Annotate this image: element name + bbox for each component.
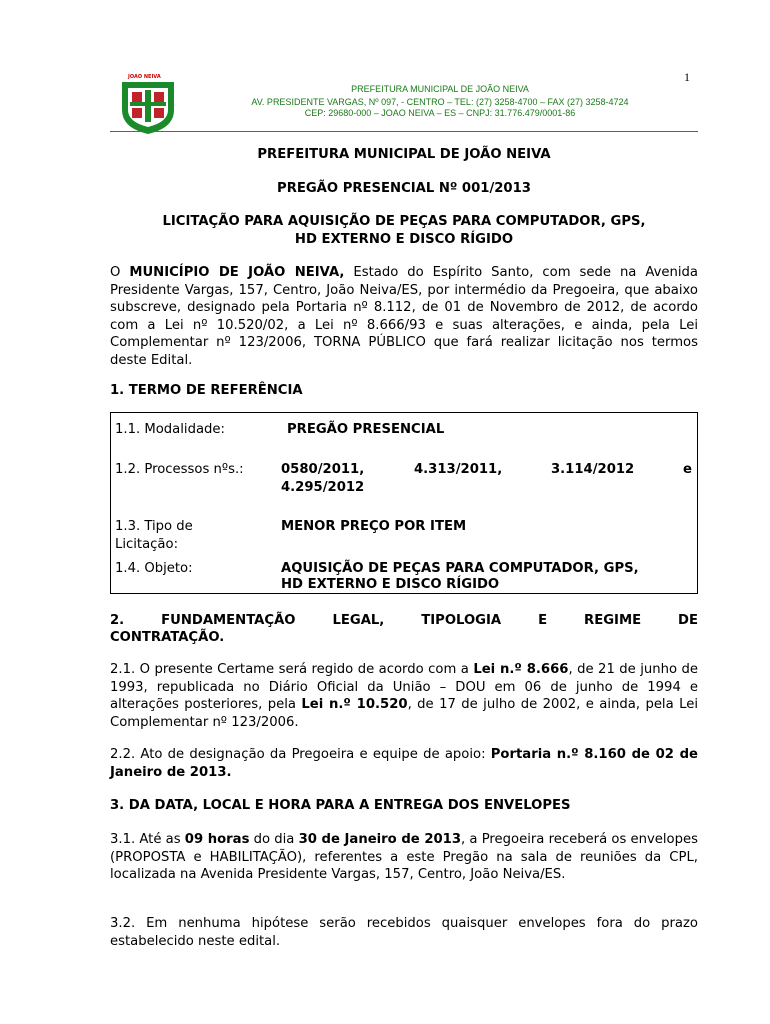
p21-text: , de 17 de julho de 2002, e ainda, pela Lei Complementar nº 123/2006.: [110, 697, 698, 730]
section-3-title: 3. DA DATA, LOCAL E HORA PARA A ENTREGA DOS ENVELOPES: [110, 798, 571, 813]
section-1-title: 1. TERMO DE REFERÊNCIA: [110, 383, 303, 398]
paragraph-2-2: [110, 746, 698, 781]
section-2-title-line2: CONTRATAÇÃO.: [110, 630, 225, 645]
p22-text: 2.2. Ato de designação da Pregoeira e equipe de apoio:: [110, 747, 491, 762]
s2-word: TIPOLOGIA: [421, 613, 502, 628]
letterhead-name: PREFEITURA MUNICIPAL DE JOÃO NEIVA: [351, 84, 529, 94]
paragraph-3-1: [110, 831, 698, 884]
row-modalidade-value: PREGÃO PRESENCIAL: [287, 422, 445, 437]
s2-word: DE: [678, 613, 698, 628]
row-processos-v5: 4.295/2012: [281, 480, 365, 495]
intro-text-1: O: [110, 265, 130, 280]
row-tipo-value: MENOR PREÇO POR ITEM: [281, 519, 467, 534]
s2-word: LEGAL,: [332, 613, 385, 628]
row-processos-label: 1.2. Processos nºs.:: [115, 462, 244, 477]
municipal-crest-logo: [116, 72, 180, 136]
p21-lei-10520: Lei n.º 10.520: [301, 697, 408, 713]
row-processos-v3: 3.114/2012: [551, 462, 635, 477]
page-number: 1: [684, 70, 690, 84]
paragraph-3-2: 3.2. Em nenhuma hipótese serão recebidos quaisquer envelopes fora do prazo estabelecido neste edital.: [110, 916, 698, 949]
row-modalidade-label: 1.1. Modalidade:: [115, 422, 225, 437]
p21-text: , de 21 de junho de 1993, republicada no Diário Oficial da União – DOU em 06 de junho de 1994 e alterações posteriores, pela: [110, 662, 698, 713]
letterhead-address: AV. PRESIDENTE VARGAS, Nº 097, - CENTRO – TEL: (27) 3258-4700 – FAX (27) 3258-4724: [251, 97, 629, 107]
paragraph-2-1: [110, 661, 698, 731]
s2-word: 2.: [110, 613, 125, 628]
intro-municipio: MUNICÍPIO DE JOÃO NEIVA,: [129, 265, 345, 280]
p31-text: do dia: [249, 832, 299, 847]
document-title: PREFEITURA MUNICIPAL DE JOÃO NEIVA: [257, 147, 551, 162]
p31-text: , a Pregoeira receberá os envelopes (PROPOSTA e HABILITAÇÃO), referentes a este Pregão na sala de reuniões da CPL, localizada na Avenida Presidente Vargas, 157, Centro, João Neiva/ES.: [110, 832, 698, 883]
row-processos-v4: e: [683, 462, 692, 477]
s2-word: FUNDAMENTAÇÃO: [161, 613, 296, 628]
row-objeto-value-1: AQUISIÇÃO DE PEÇAS PARA COMPUTADOR, GPS,: [281, 561, 639, 576]
row-processos-v2: 4.313/2011,: [414, 462, 503, 477]
p21-lei-8666: Lei n.º 8.666: [473, 662, 569, 677]
p31-data: 30 de Janeiro de 2013: [298, 832, 462, 847]
licitacao-title-line2: HD EXTERNO E DISCO RÍGIDO: [294, 232, 514, 247]
row-tipo-label-1: 1.3. Tipo de: [115, 519, 193, 534]
p21-text: 2.1. O presente Certame será regido de acordo com a: [110, 662, 474, 677]
p31-text: 3.1. Até as: [110, 832, 185, 847]
row-objeto-label: 1.4. Objeto:: [115, 561, 193, 576]
row-objeto-value-2: HD EXTERNO E DISCO RÍGIDO: [281, 577, 500, 592]
s2-word: E: [538, 613, 548, 628]
letterhead-divider: [110, 131, 698, 132]
intro-text-2: Estado do Espírito Santo, com sede na Avenida Presidente Vargas, 157, Centro, João Neiva/ES, por intermédio da Pregoeira, que abaixo subscreve, designado pela Portaria nº 8.112, de 01 de Novembro de 2012, de acordo com a Lei nº 10.520/02, a Lei nº 8.666/93 e suas alterações, e ainda, pela Lei Complementar nº 123/2006, TORNA PÚBLICO que fará realizar licitação nos termos deste Edital.: [110, 265, 698, 368]
svg-text:JOAO NEIVA: JOAO NEIVA: [128, 74, 161, 80]
intro-paragraph: [110, 264, 698, 370]
section-2-title-line1: [110, 612, 698, 629]
row-processos-v1: 0580/2011,: [281, 462, 365, 477]
p31-hora: 09 horas: [184, 832, 250, 847]
row-tipo-label-2: Licitação:: [115, 537, 179, 552]
p22-portaria: Portaria n.º 8.160 de 02 de Janeiro de 2013.: [110, 747, 698, 780]
reference-table: [110, 412, 698, 594]
letterhead-cep: CEP: 29680-000 – JOAO NEIVA – ES – CNPJ: 31.776.479/0001-86: [304, 108, 576, 118]
licitacao-title-line1: LICITAÇÃO PARA AQUISIÇÃO DE PEÇAS PARA COMPUTADOR, GPS,: [162, 214, 646, 229]
s2-word: REGIME: [584, 613, 642, 628]
pregao-title: PREGÃO PRESENCIAL Nº 001/2013: [277, 181, 531, 196]
